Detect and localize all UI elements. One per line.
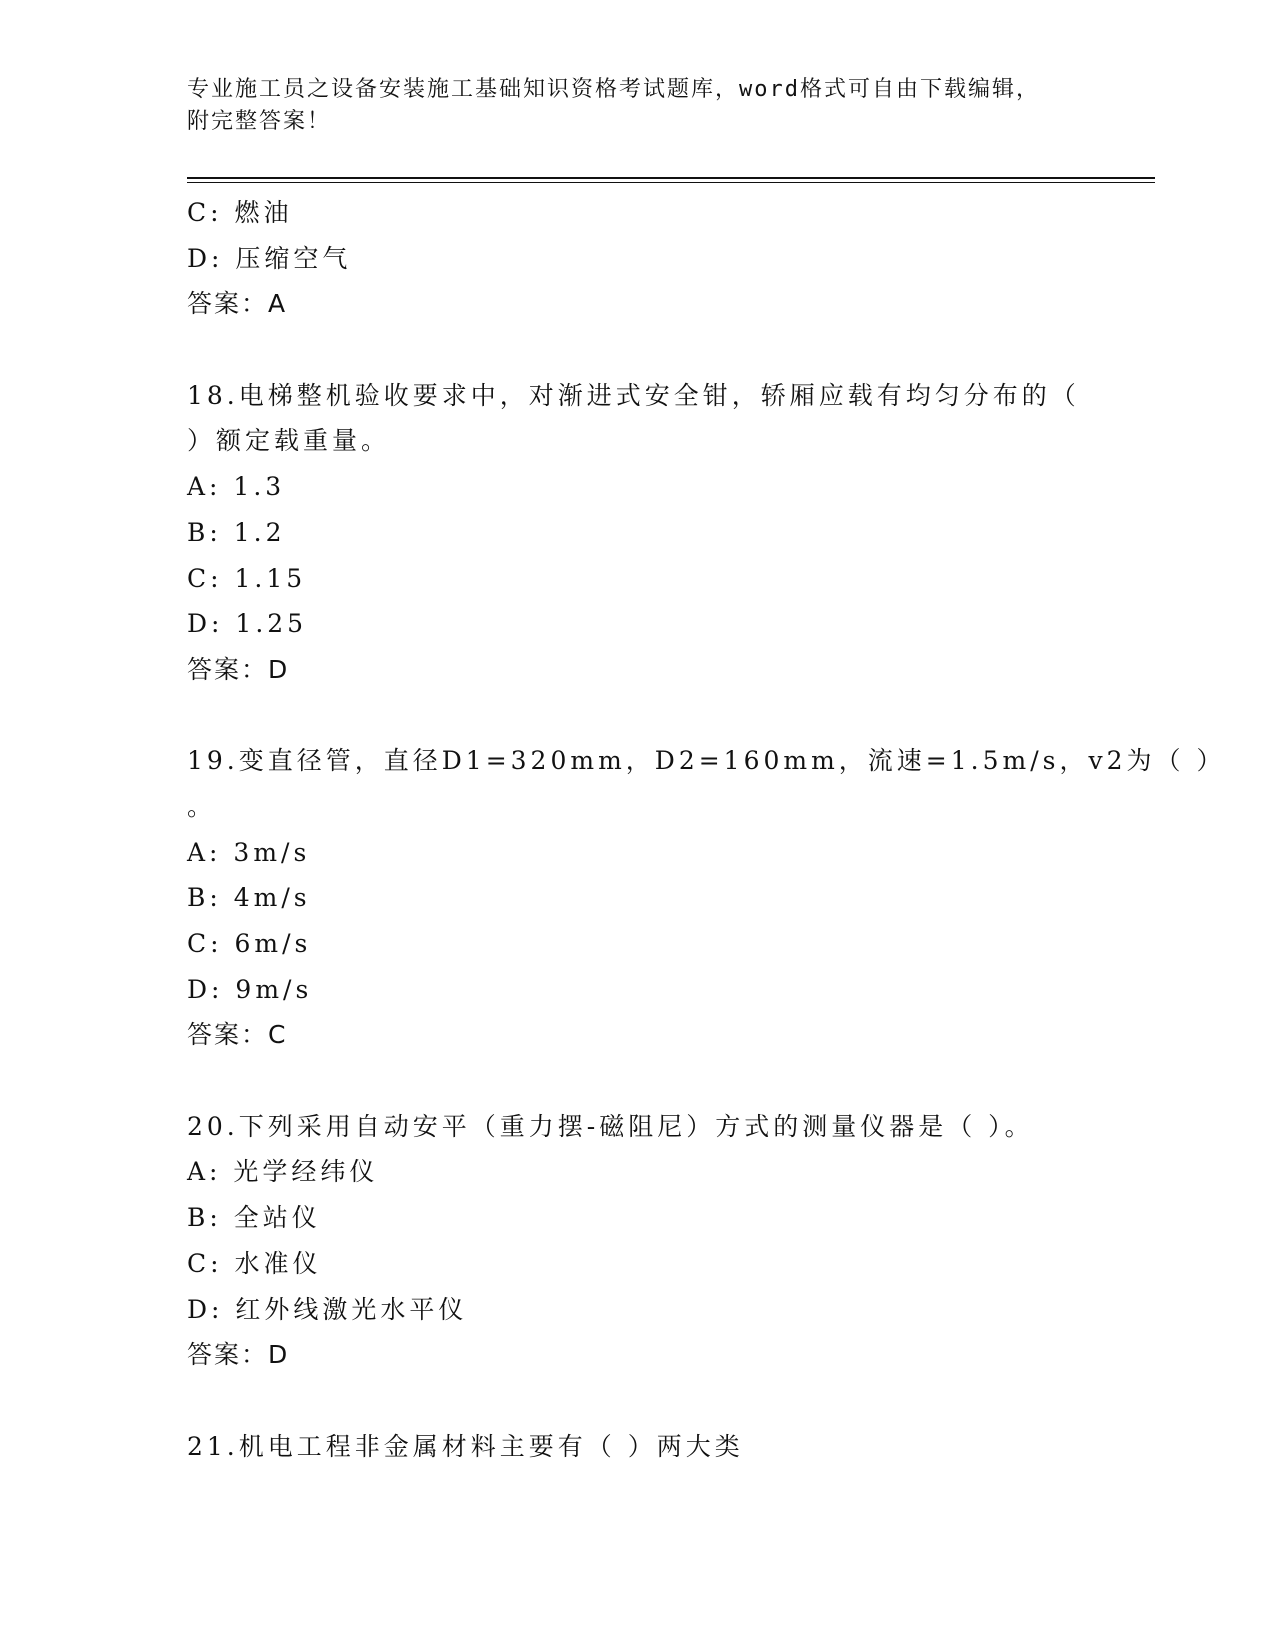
question-list [187,190,1226,1469]
question-19-option-b: B: 4m/s [187,883,311,913]
question-19-answer: 答案：C [187,1020,288,1050]
question-20-option-b: B: 全站仪 [187,1203,321,1233]
spacer [187,327,1107,373]
question-20-stem-line-1: 20.下列采用自动安平（重力摆-磁阻尼）方式的测量仪器是（ ）。 [187,1111,1034,1141]
question-18-stem-line-1: 18.电梯整机验收要求中，对渐进式安全钳，轿厢应载有均匀分布的（ [187,380,1080,410]
option-c: C: 燃油 [187,198,293,227]
question-21-stem-line-1: 21.机电工程非金属材料主要有（ ）两大类 [187,1431,744,1461]
header-line-1: 专业施工员之设备安装施工基础知识资格考试题库，word格式可自由下载编辑， [187,77,1040,102]
question-19-option-c: C: 6m/s [187,929,312,958]
option-d: D: 压缩空气 [187,243,352,273]
question-18-stem-line-2: ）额定载重量。 [187,426,391,456]
question-20-answer: 答案：D [187,1340,290,1370]
question-19-stem-line-1: 19.变直径管，直径D1=320mm，D2=160mm，流速=1.5m/s，v2为（ ） [187,746,1226,776]
question-19-option-d: D: 9m/s [187,974,313,1004]
question-18-option-c: C: 1.15 [187,563,307,593]
question-20-option-c: C: 水准仪 [187,1248,322,1278]
question-18-answer: 答案：D [187,654,290,684]
spacer [187,1058,1107,1104]
header-divider-bottom [187,182,1155,183]
question-20-option-d: D: 红外线激光水平仪 [187,1294,468,1324]
question-18-option-d: D: 1.25 [187,609,308,639]
document-header [187,74,1087,138]
spacer [187,1378,1107,1424]
question-18-option-b: B: 1.2 [187,517,286,547]
question-18-option-a: A: 1.3 [187,472,286,502]
spacer [187,693,1107,739]
question-19-option-a: A: 3m/s [187,837,311,867]
header-line-2: 附完整答案！ [187,109,332,134]
header-divider-top [187,177,1155,179]
answer-label: 答案：A [187,289,288,319]
question-20-option-a: A: 光学经纬仪 [187,1157,379,1187]
question-19-stem-line-2: 。 [187,791,217,821]
